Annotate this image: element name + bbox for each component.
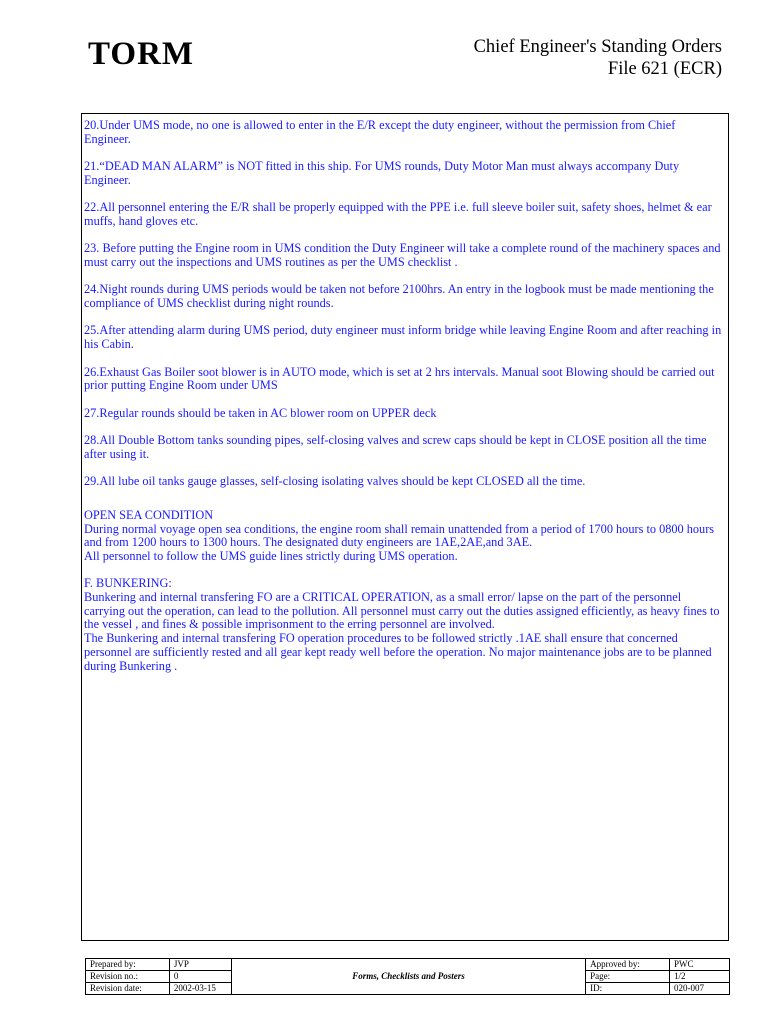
prepared-by-value: JVP [169, 959, 231, 971]
revision-date-label: Revision date: [86, 983, 170, 995]
order-item: 27.Regular rounds should be taken in AC blower room on UPPER deck [84, 405, 437, 420]
id-label: ID: [586, 983, 670, 995]
revision-no-label: Revision no.: [86, 971, 170, 983]
document-title [474, 36, 722, 80]
company-logo: TORM [88, 36, 195, 72]
open-sea-heading: OPEN SEA CONDITION [84, 507, 214, 522]
order-item: 21.“DEAD MAN ALARM” is NOT fitted in this ship. For UMS rounds, Duty Motor Man must always accompany Duty Engineer. [84, 159, 680, 187]
prepared-by-label: Prepared by: [86, 959, 170, 971]
form-category: Forms, Checklists and Posters [231, 959, 585, 995]
open-sea-text: During normal voyage open sea conditions, the engine room shall remain unattended from a period of 1700 hours to 0800 hours and from 1200 hours to 1300 hours. The designated duty engineers are 1AE,2AE,and 3AE. [84, 521, 715, 550]
revision-no-value: 0 [169, 971, 231, 983]
open-sea-text-2: All personnel to follow the UMS guide lines strictly during UMS operation. [84, 549, 458, 564]
orders-box [81, 113, 729, 941]
order-item: 26.Exhaust Gas Boiler soot blower is in AUTO mode, which is set at 2 hrs intervals. Manual soot Blowing should be carried out prior putting Engine Room under UMS [84, 364, 715, 393]
page-label: Page: [586, 971, 670, 983]
order-item: 24.Night rounds during UMS periods would be taken not before 2100hrs. An entry in the logbook must be made mentioning the compliance of UMS checklist during night rounds. [84, 282, 714, 311]
orders-content [84, 119, 724, 674]
document-footer [85, 958, 730, 995]
order-item: 29.All lube oil tanks gauge glasses, self-closing isolating valves should be kept CLOSED all the time. [84, 474, 586, 489]
approved-by-label: Approved by: [586, 959, 670, 971]
bunkering-heading: F. BUNKERING: [84, 576, 172, 591]
open-sea-section [84, 509, 724, 564]
id-value: 020-007 [670, 983, 730, 995]
order-item: 28.All Double Bottom tanks sounding pipes, self-closing valves and screw caps should be kept in CLOSE position all the time after using it. [84, 432, 707, 461]
page-value: 1/2 [670, 971, 730, 983]
order-item: 22.All personnel entering the E/R shall be properly equipped with the PPE i.e. full sleeve boiler suit, safety shoes, helmet & ear muffs, hand gloves etc. [84, 200, 712, 228]
bunkering-paragraph-2: The Bunkering and internal transfering FO operation procedures to be followed strictly .1AE shall ensure that concerned personnel are sufficiently rested and all gear kept ready well before the operation. No major maintenance jobs are to be planned during Bunkering . [84, 631, 712, 673]
order-item: 25.After attending alarm during UMS period, duty engineer must inform bridge while leaving Engine Room and after reaching in his Cabin. [84, 323, 722, 352]
document-title-line1: Chief Engineer's Standing Orders [473, 37, 722, 57]
bunkering-section [84, 577, 724, 674]
order-item: 20.Under UMS mode, no one is allowed to enter in the E/R except the duty engineer, without the permission from Chief Engineer. [84, 118, 676, 146]
document-title-line2: File 621 (ECR) [607, 59, 722, 79]
approved-by-value: PWC [670, 959, 730, 971]
order-item: 23. Before putting the Engine room in UMS condition the Duty Engineer will take a complete round of the machinery spaces and must carry out the inspections and UMS routines as per the UMS checklist . [84, 241, 721, 270]
bunkering-paragraph-1: Bunkering and internal transfering FO are a CRITICAL OPERATION, as a small error/ lapse on the part of the personnel carrying out the operation, can lead to the pollution. All personnel must carry out the duties assigned efficiently, as heavy fines to the vessel , and fines & possible imprisonment to the erring personnel are involved. [84, 589, 720, 632]
revision-date-value: 2002-03-15 [169, 983, 231, 995]
